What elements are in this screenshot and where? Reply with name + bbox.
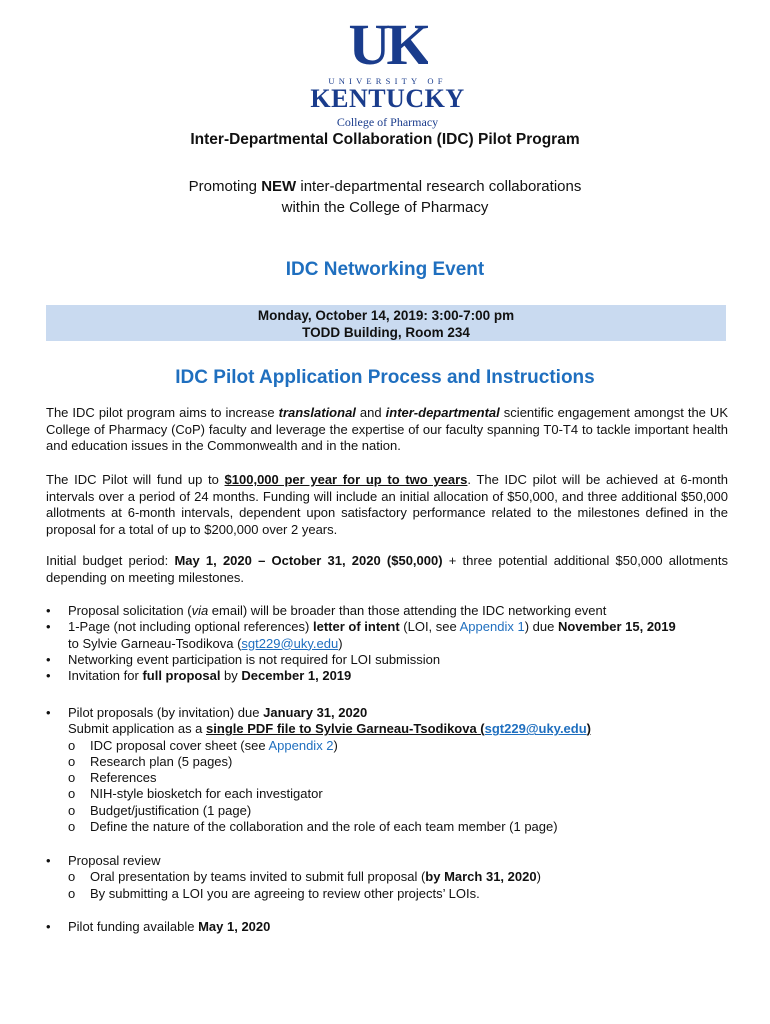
sub-list-item: o NIH-style biosketch for each investigator xyxy=(68,786,323,802)
bullet-list-loi xyxy=(46,603,736,684)
list-item: • Networking event participation is not required for LOI submission xyxy=(46,651,441,667)
paragraph-aims: The IDC pilot program aims to increase translational and inter-departmental scientific engagement amongst the UK College of Pharmacy (CoP) faculty and leverage the expertise of our faculty spanning T0-T4 to tackle important health and education issues in the Commonwealth and in the nation. xyxy=(46,405,728,453)
email-link[interactable]: sgt229@uky.edu xyxy=(241,635,339,651)
networking-event-heading: IDC Networking Event xyxy=(285,259,485,280)
event-details-box xyxy=(46,305,726,341)
bullet-list-review xyxy=(46,853,736,902)
sub-list-item: o Budget/justification (1 page) xyxy=(68,802,252,818)
page-title: Inter-Departmental Collaboration (IDC) Pilot Program xyxy=(190,131,580,148)
list-item: • 1-Page (not including optional references) letter of intent (LOI, see Appendix 1) due November 15, 2019 to Sylvie Garneau-Tsodikova (sgt229@uky.edu) xyxy=(46,619,676,651)
event-location: TODD Building, Room 234 xyxy=(302,325,470,340)
bullet-list-funding xyxy=(46,919,736,935)
logo-college-of-pharmacy: College of Pharmacy xyxy=(336,115,439,129)
appendix-2-link[interactable]: Appendix 2 xyxy=(268,737,334,753)
event-date: Monday, October 14, 2019: 3:00-7:00 pm xyxy=(257,308,515,323)
sub-list-item: o By submitting a LOI you are agreeing to review other projects’ LOIs. xyxy=(68,885,480,901)
process-heading: IDC Pilot Application Process and Instructions xyxy=(175,367,595,388)
logo-university-of: UNIVERSITY OF xyxy=(328,76,447,86)
list-item: • Proposal solicitation (via email) will be broader than those attending the IDC networking event xyxy=(46,603,607,618)
uk-logo-mark xyxy=(348,14,428,76)
sub-list-item: o Oral presentation by teams invited to submit full proposal (by March 31, 2020) xyxy=(68,869,541,885)
paragraph-funding: The IDC Pilot will fund up to $100,000 per year for up to two years. The IDC pilot will be achieved at 6-month intervals over a period of 24 months. Funding will include an initial allocation of $50,000, and three additional $50,000 allotments at 6-month intervals, dependent upon satisfactory performance related to the milestones defined in the proposal for a total of up to $200,000 over 2 years. xyxy=(46,472,728,537)
bullet-list-proposals xyxy=(46,705,736,835)
uk-logo-icon xyxy=(348,14,428,76)
svg-text:UK: UK xyxy=(348,14,428,76)
sub-list-item: o References xyxy=(68,770,157,786)
list-item: • Proposal review xyxy=(46,853,161,868)
sub-list-item: o IDC proposal cover sheet (see Appendix 2) xyxy=(68,737,338,753)
logo-kentucky: KENTUCKY xyxy=(310,84,465,113)
list-item: • Pilot proposals (by invitation) due January 31, 2020 Submit application as a single PDF file to Sylvie Garneau-Tsodikova (sgt229@uky.edu) xyxy=(46,705,592,737)
page-subtitle: Promoting NEW inter-departmental research collaborations within the College of Pharmacy xyxy=(188,178,582,216)
sub-list-item: o Define the nature of the collaboration and the role of each team member (1 page) xyxy=(68,819,558,835)
email-link[interactable]: sgt229@uky.edu xyxy=(484,721,587,737)
appendix-1-link[interactable]: Appendix 1 xyxy=(459,619,525,635)
uk-pharmacy-logo xyxy=(300,14,475,129)
sub-list-item: o Research plan (5 pages) xyxy=(68,753,233,769)
list-item: • Pilot funding available May 1, 2020 xyxy=(46,919,271,934)
list-item: • Invitation for full proposal by December 1, 2019 xyxy=(46,668,352,684)
paragraph-budget-period: Initial budget period: May 1, 2020 – October 31, 2020 ($50,000) + three potential additional $50,000 allotments depending on meeting milestones. xyxy=(46,553,728,585)
